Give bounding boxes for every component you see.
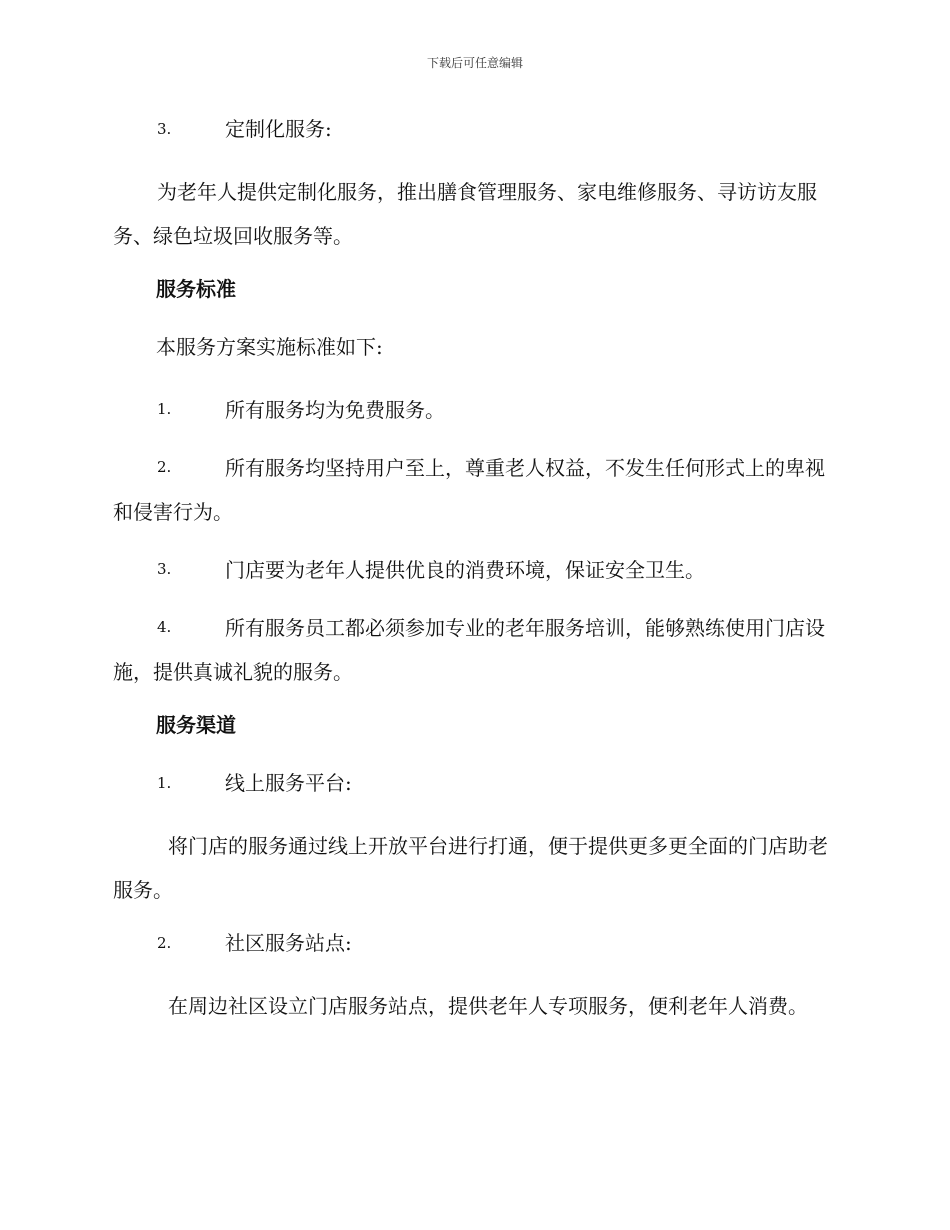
section-heading-channel: 服务渠道 bbox=[156, 713, 236, 737]
list-number: 1. bbox=[157, 400, 172, 418]
list-item-standard-3 bbox=[113, 548, 835, 592]
list-item-text: 所有服务均坚持用户至上，尊重老人权益，不发生任何形式上的卑视和侵害行为。 bbox=[113, 456, 825, 524]
list-item-title: 社区服务站点: bbox=[225, 931, 352, 955]
list-item-channel-online bbox=[113, 766, 835, 812]
list-item-text: 所有服务员工都必须参加专业的老年服务培训，能够熟练使用门店设施，提供真诚礼貌的服务。 bbox=[113, 616, 825, 684]
list-number: 2. bbox=[157, 458, 172, 476]
document-body bbox=[113, 112, 835, 1042]
list-item-title: 定制化服务: bbox=[225, 117, 332, 141]
list-item-standard-1 bbox=[113, 388, 835, 432]
list-item-standard-2 bbox=[113, 446, 835, 534]
list-item-text: 门店要为老年人提供优良的消费环境，保证安全卫生。 bbox=[225, 558, 705, 582]
list-number: 4. bbox=[157, 618, 172, 636]
section-heading-standard: 服务标准 bbox=[156, 277, 236, 301]
list-item-title: 线上服务平台: bbox=[225, 771, 352, 795]
list-number: 3. bbox=[157, 560, 172, 578]
paragraph-channel-community: 在周边社区设立门店服务站点，提供老年人专项服务，便利老年人消费。 bbox=[168, 994, 808, 1018]
list-number: 2. bbox=[157, 934, 172, 952]
list-item-text: 所有服务均为免费服务。 bbox=[225, 398, 445, 422]
page-header: 下载后可任意编辑 bbox=[426, 56, 523, 70]
list-number: 3. bbox=[157, 120, 172, 138]
paragraph-channel-online: 将门店的服务通过线上开放平台进行打通，便于提供更多更全面的门店助老服务。 bbox=[113, 834, 828, 902]
list-item-channel-community bbox=[113, 926, 835, 972]
list-number: 1. bbox=[157, 774, 172, 792]
paragraph-standard-intro: 本服务方案实施标准如下: bbox=[156, 335, 383, 359]
list-item-standard-4 bbox=[113, 606, 835, 694]
list-item-customized-service bbox=[113, 112, 835, 158]
paragraph-customized-service: 为老年人提供定制化服务，推出膳食管理服务、家电维修服务、寻访访友服务、绿色垃圾回收服务等。 bbox=[113, 180, 817, 248]
